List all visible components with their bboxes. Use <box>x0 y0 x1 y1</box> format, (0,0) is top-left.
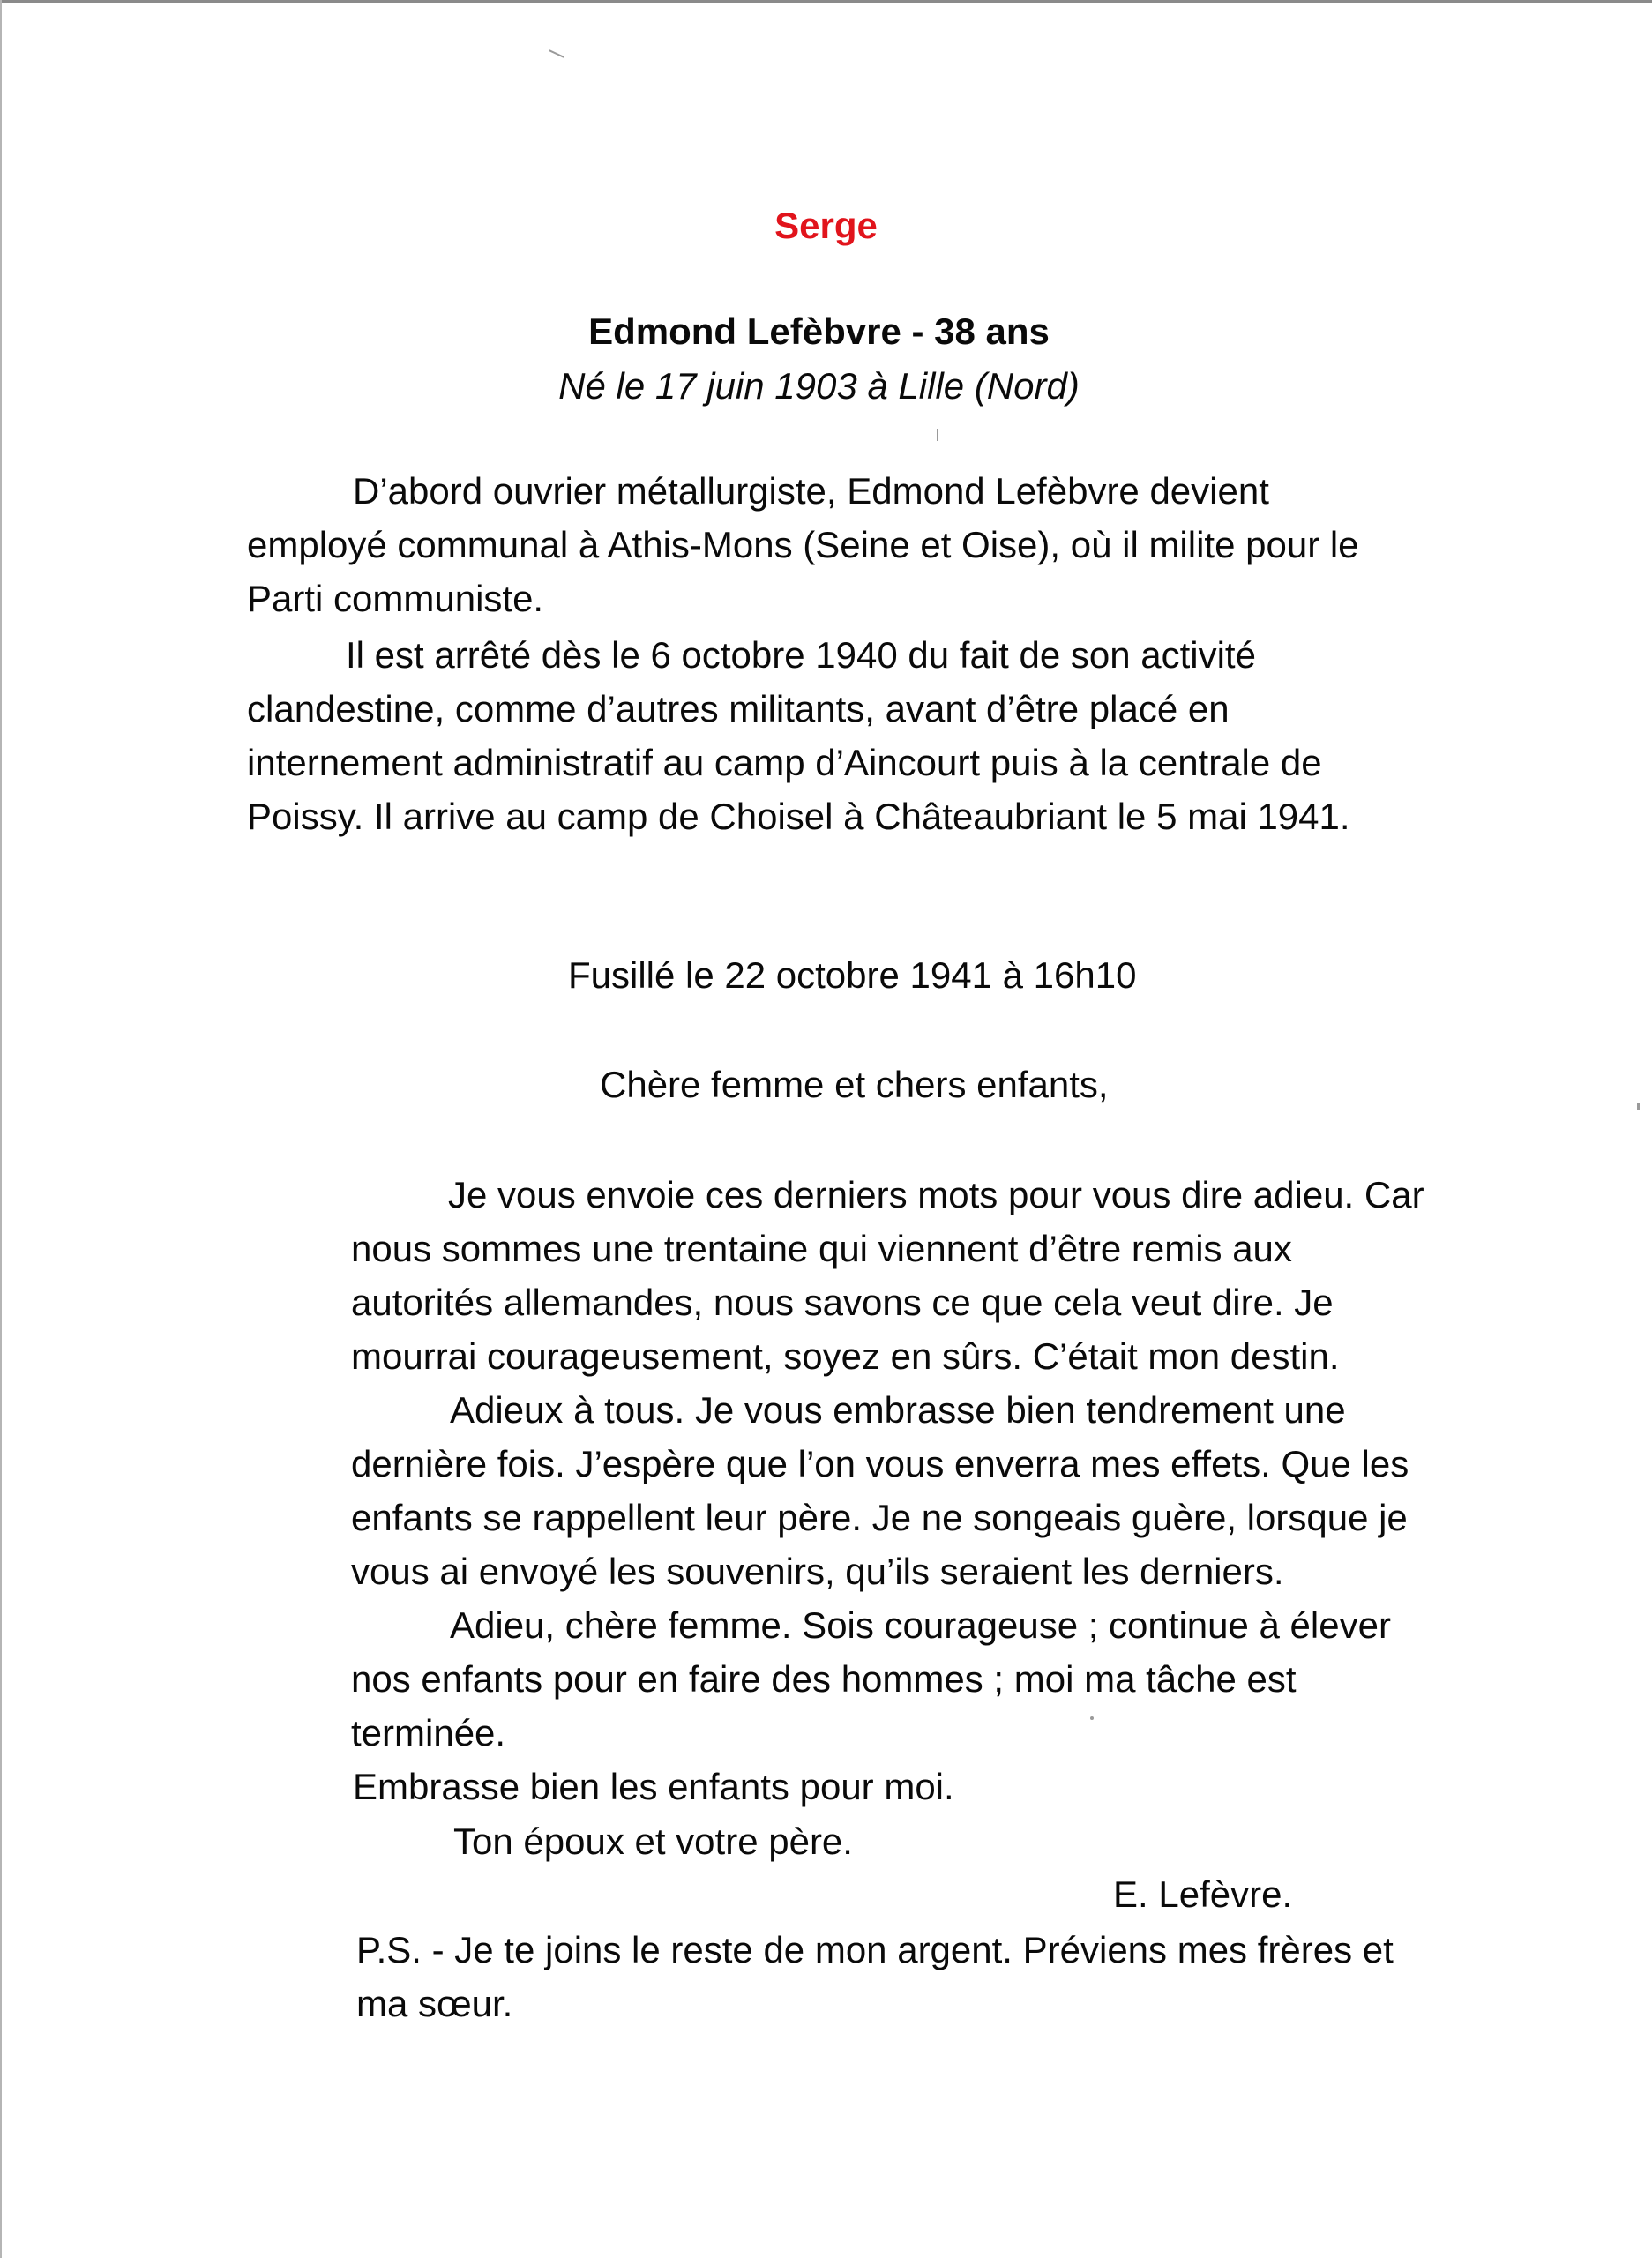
scan-top-edge <box>0 0 1652 3</box>
bio-line: Poissy. Il arrive au camp de Choisel à Châteaubriant le 5 mai 1941. <box>247 796 1350 837</box>
letter-line: Je vous envoie ces derniers mots pour vous dire adieu. Car <box>448 1174 1424 1215</box>
postscript-line: P.S. - Je te joins le reste de mon argent. Préviens mes frères et <box>356 1929 1394 1970</box>
bio-line: Parti communiste. <box>247 578 544 619</box>
scan-speck <box>1637 1103 1640 1110</box>
person-name-age: Edmond Lefèbvre - 38 ans <box>588 310 1050 352</box>
letter-paragraph-1 <box>351 1168 1424 1383</box>
letter-closing: Ton époux et votre père. <box>453 1821 853 1862</box>
letter-line: mourrai courageusement, soyez en sûrs. C’était mon destin. <box>351 1335 1340 1377</box>
bio-line: clandestine, comme d’autres militants, avant d’être placé en <box>247 688 1230 729</box>
letter-salutation: Chère femme et chers enfants, <box>600 1064 1109 1105</box>
letter-line: nos enfants pour en faire des hommes ; moi ma tâche est <box>351 1658 1297 1700</box>
bio-paragraph-1 <box>247 464 1359 625</box>
letter-line: Adieu, chère femme. Sois courageuse ; continue à élever <box>450 1604 1391 1646</box>
execution-date: Fusillé le 22 octobre 1941 à 16h10 <box>568 954 1137 996</box>
birth-info: Né le 17 juin 1903 à Lille (Nord) <box>558 365 1080 407</box>
letter-line: Adieux à tous. Je vous embrasse bien tendrement une <box>450 1389 1346 1431</box>
postscript-line: ma sœur. <box>356 1983 513 2024</box>
letter-line: autorités allemandes, nous savons ce que cela veut dire. Je <box>351 1282 1334 1323</box>
letter-signature: E. Lefèvre. <box>1113 1873 1293 1915</box>
letter-paragraph-3 <box>351 1598 1391 1760</box>
letter-line: enfants se rappellent leur père. Je ne songeais guère, lorsque je <box>351 1497 1408 1538</box>
bio-paragraph-2 <box>247 628 1350 843</box>
bio-line: D’abord ouvrier métallurgiste, Edmond Lefèbvre devient <box>353 470 1269 512</box>
letter-paragraph-4: Embrasse bien les enfants pour moi. <box>353 1766 954 1807</box>
scan-speck <box>937 429 938 441</box>
letter-paragraph-2 <box>351 1383 1409 1598</box>
bio-line: Il est arrêté dès le 6 octobre 1940 du fait de son activité <box>346 634 1256 676</box>
letter-line: dernière fois. J’espère que l’on vous enverra mes effets. Que les <box>351 1443 1409 1484</box>
scan-speck <box>549 49 564 57</box>
letter-line: nous sommes une trentaine qui viennent d’être remis aux <box>351 1228 1292 1269</box>
bio-line: employé communal à Athis-Mons (Seine et Oise), où il milite pour le <box>247 524 1359 565</box>
letter-line: terminée. <box>351 1712 506 1753</box>
bio-line: internement administratif au camp d’Aincourt puis à la centrale de <box>247 742 1322 783</box>
letter-line: vous ai envoyé les souvenirs, qu’ils seraient les derniers. <box>351 1551 1284 1592</box>
letter-postscript <box>356 1923 1394 2030</box>
pseudonym-title: Serge <box>774 205 878 246</box>
